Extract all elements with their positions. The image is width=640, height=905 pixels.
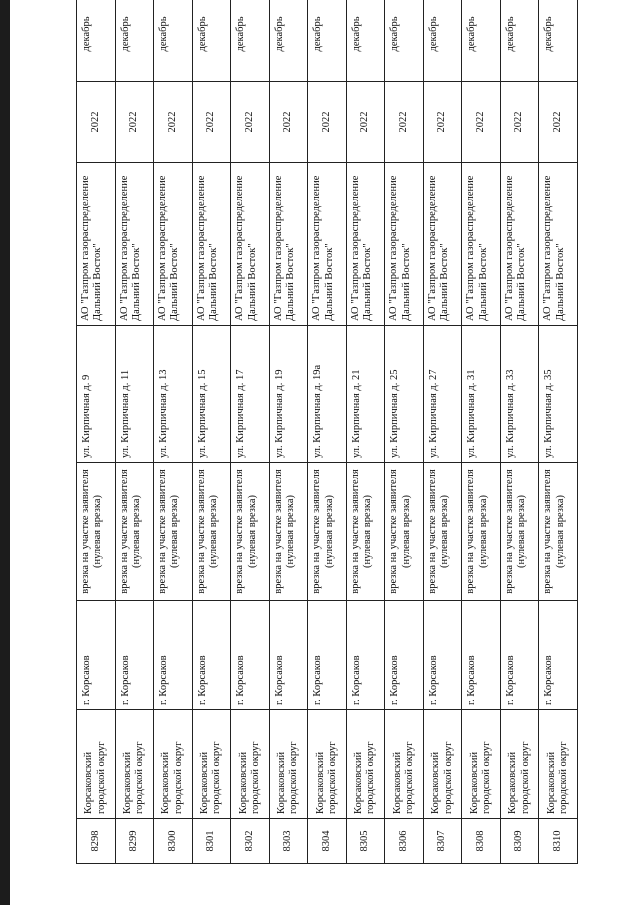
gasification-schedule-table: [76, 0, 578, 864]
city-cell: г. Корсаков: [423, 601, 462, 710]
city-cell: г. Корсаков: [539, 601, 578, 710]
row-number-cell: 8304: [308, 819, 347, 864]
work-type-cell: врезка на участке заявителя (нулевая врезка): [346, 463, 385, 601]
row-number-cell: 8306: [385, 819, 424, 864]
year-cell: 2022: [385, 82, 424, 163]
address-cell: ул. Кирпичная д. 13: [154, 326, 193, 463]
row-number-cell: 8308: [462, 819, 501, 864]
table-row: [346, 0, 385, 864]
year-cell: 2022: [308, 82, 347, 163]
city-cell: г. Корсаков: [385, 601, 424, 710]
district-cell: Корсаковский городской округ: [115, 710, 154, 819]
month-cell: декабрь: [346, 0, 385, 82]
row-number-cell: 8309: [500, 819, 539, 864]
work-type-cell: врезка на участке заявителя (нулевая врезка): [231, 463, 270, 601]
district-cell: Корсаковский городской округ: [269, 710, 308, 819]
year-cell: 2022: [115, 82, 154, 163]
table-row: [192, 0, 231, 864]
address-cell: ул. Кирпичная д. 33: [500, 326, 539, 463]
organization-cell: АО "Газпром газораспределение Дальний Восток": [539, 163, 578, 326]
row-number-cell: 8302: [231, 819, 270, 864]
city-cell: г. Корсаков: [500, 601, 539, 710]
work-type-cell: врезка на участке заявителя (нулевая врезка): [539, 463, 578, 601]
table-body: [77, 0, 578, 864]
year-cell: 2022: [346, 82, 385, 163]
work-type-cell: врезка на участке заявителя (нулевая врезка): [269, 463, 308, 601]
organization-cell: АО "Газпром газораспределение Дальний Восток": [346, 163, 385, 326]
organization-cell: АО "Газпром газораспределение Дальний Восток": [500, 163, 539, 326]
month-cell: декабрь: [115, 0, 154, 82]
work-type-cell: врезка на участке заявителя (нулевая врезка): [500, 463, 539, 601]
organization-cell: АО "Газпром газораспределение Дальний Восток": [462, 163, 501, 326]
year-cell: 2022: [539, 82, 578, 163]
organization-cell: АО "Газпром газораспределение Дальний Восток": [77, 163, 116, 326]
city-cell: г. Корсаков: [346, 601, 385, 710]
month-cell: декабрь: [423, 0, 462, 82]
district-cell: Корсаковский городской округ: [346, 710, 385, 819]
address-cell: ул. Кирпичная д. 9: [77, 326, 116, 463]
address-cell: ул. Кирпичная д. 11: [115, 326, 154, 463]
address-cell: ул. Кирпичная д. 31: [462, 326, 501, 463]
row-number-cell: 8303: [269, 819, 308, 864]
city-cell: г. Корсаков: [192, 601, 231, 710]
work-type-cell: врезка на участке заявителя (нулевая врезка): [462, 463, 501, 601]
table-row: [423, 0, 462, 864]
rotated-table-wrapper: [76, 16, 578, 864]
district-cell: Корсаковский городской округ: [385, 710, 424, 819]
table-row: [154, 0, 193, 864]
year-cell: 2022: [192, 82, 231, 163]
district-cell: Корсаковский городской округ: [500, 710, 539, 819]
table-row: [77, 0, 116, 864]
year-cell: 2022: [423, 82, 462, 163]
table-row: [308, 0, 347, 864]
city-cell: г. Корсаков: [231, 601, 270, 710]
district-cell: Корсаковский городской округ: [462, 710, 501, 819]
address-cell: ул. Кирпичная д. 15: [192, 326, 231, 463]
year-cell: 2022: [231, 82, 270, 163]
row-number-cell: 8300: [154, 819, 193, 864]
city-cell: г. Корсаков: [462, 601, 501, 710]
city-cell: г. Корсаков: [308, 601, 347, 710]
year-cell: 2022: [500, 82, 539, 163]
address-cell: ул. Кирпичная д. 25: [385, 326, 424, 463]
month-cell: декабрь: [308, 0, 347, 82]
district-cell: Корсаковский городской округ: [423, 710, 462, 819]
address-cell: ул. Кирпичная д. 21: [346, 326, 385, 463]
month-cell: декабрь: [385, 0, 424, 82]
district-cell: Корсаковский городской округ: [308, 710, 347, 819]
month-cell: декабрь: [500, 0, 539, 82]
work-type-cell: врезка на участке заявителя (нулевая врезка): [154, 463, 193, 601]
table-row: [462, 0, 501, 864]
month-cell: декабрь: [154, 0, 193, 82]
address-cell: ул. Кирпичная д. 19: [269, 326, 308, 463]
work-type-cell: врезка на участке заявителя (нулевая врезка): [77, 463, 116, 601]
year-cell: 2022: [77, 82, 116, 163]
scan-left-edge: [0, 0, 10, 905]
address-cell: ул. Кирпичная д. 35: [539, 326, 578, 463]
district-cell: Корсаковский городской округ: [154, 710, 193, 819]
year-cell: 2022: [269, 82, 308, 163]
organization-cell: АО "Газпром газораспределение Дальний Восток": [308, 163, 347, 326]
city-cell: г. Корсаков: [154, 601, 193, 710]
city-cell: г. Корсаков: [115, 601, 154, 710]
address-cell: ул. Кирпичная д. 27: [423, 326, 462, 463]
row-number-cell: 8301: [192, 819, 231, 864]
month-cell: декабрь: [77, 0, 116, 82]
organization-cell: АО "Газпром газораспределение Дальний Восток": [385, 163, 424, 326]
district-cell: Корсаковский городской округ: [192, 710, 231, 819]
table-row: [231, 0, 270, 864]
address-cell: ул. Кирпичная д. 17: [231, 326, 270, 463]
city-cell: г. Корсаков: [77, 601, 116, 710]
work-type-cell: врезка на участке заявителя (нулевая врезка): [192, 463, 231, 601]
month-cell: декабрь: [462, 0, 501, 82]
month-cell: декабрь: [192, 0, 231, 82]
district-cell: Корсаковский городской округ: [539, 710, 578, 819]
work-type-cell: врезка на участке заявителя (нулевая врезка): [423, 463, 462, 601]
table-row: [539, 0, 578, 864]
month-cell: декабрь: [231, 0, 270, 82]
row-number-cell: 8299: [115, 819, 154, 864]
row-number-cell: 8305: [346, 819, 385, 864]
organization-cell: АО "Газпром газораспределение Дальний Восток": [269, 163, 308, 326]
work-type-cell: врезка на участке заявителя (нулевая врезка): [115, 463, 154, 601]
organization-cell: АО "Газпром газораспределение Дальний Восток": [192, 163, 231, 326]
city-cell: г. Корсаков: [269, 601, 308, 710]
table-row: [385, 0, 424, 864]
table-row: [269, 0, 308, 864]
district-cell: Корсаковский городской округ: [231, 710, 270, 819]
work-type-cell: врезка на участке заявителя (нулевая врезка): [308, 463, 347, 601]
row-number-cell: 8298: [77, 819, 116, 864]
organization-cell: АО "Газпром газораспределение Дальний Восток": [423, 163, 462, 326]
organization-cell: АО "Газпром газораспределение Дальний Восток": [115, 163, 154, 326]
work-type-cell: врезка на участке заявителя (нулевая врезка): [385, 463, 424, 601]
month-cell: декабрь: [269, 0, 308, 82]
address-cell: ул. Кирпичная д. 19а: [308, 326, 347, 463]
year-cell: 2022: [154, 82, 193, 163]
year-cell: 2022: [462, 82, 501, 163]
month-cell: декабрь: [539, 0, 578, 82]
organization-cell: АО "Газпром газораспределение Дальний Восток": [231, 163, 270, 326]
row-number-cell: 8310: [539, 819, 578, 864]
row-number-cell: 8307: [423, 819, 462, 864]
table-row: [115, 0, 154, 864]
table-row: [500, 0, 539, 864]
organization-cell: АО "Газпром газораспределение Дальний Восток": [154, 163, 193, 326]
document-page: [76, 16, 578, 864]
district-cell: Корсаковский городской округ: [77, 710, 116, 819]
